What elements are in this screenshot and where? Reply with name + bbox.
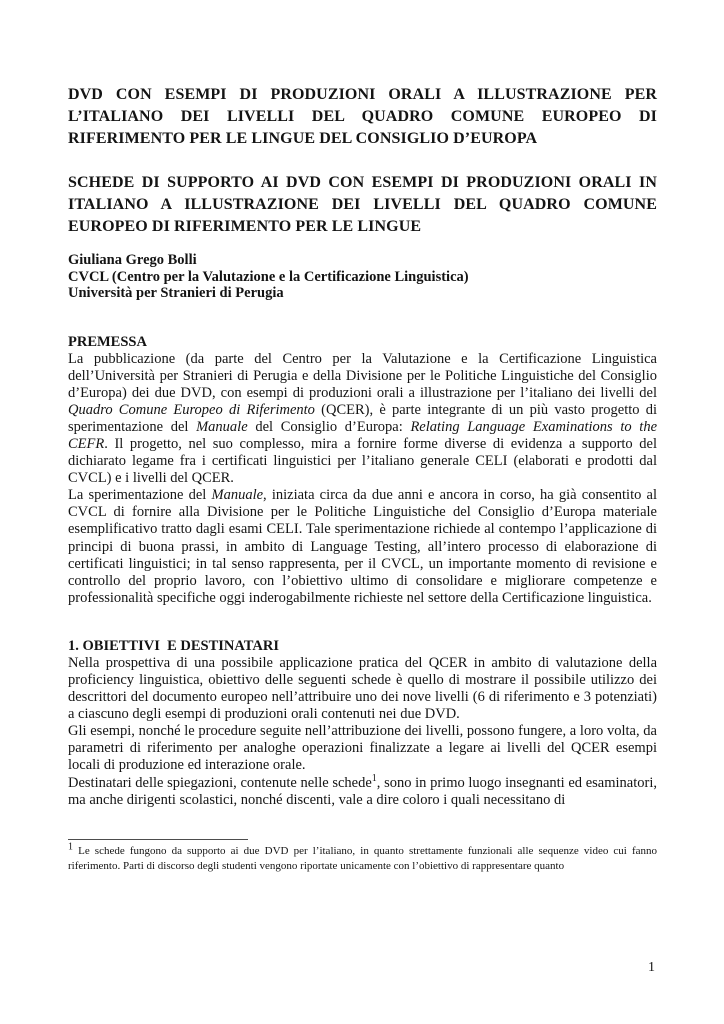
- document-title-secondary: SCHEDE DI SUPPORTO AI DVD CON ESEMPI DI PRODUZIONI ORALI IN ITALIANO A ILLUSTRAZIONE DEI LIVELLI DEL QUADRO COMUNE EUROPEO DI RIFERIMENTO PER LE LINGUE: [68, 174, 657, 235]
- document-title-primary: DVD CON ESEMPI DI PRODUZIONI ORALI A ILLUSTRAZIONE PER L’ITALIANO DEI LIVELLI DEL QUADRO COMUNE EUROPEO DI RIFERIMENTO PER LE LINGUE DEL CONSIGLIO D’EUROPA: [68, 86, 657, 147]
- premessa-paragraph-1: La pubblicazione (da parte del Centro per la Valutazione e la Certificazione Linguistica dell’Università per Stranieri di Perugia e della Divisione per le Politiche Linguistiche del Consiglio d’Europa) dei due DVD, con esempi di produzioni orali a illustrazione per l’italiano dei livelli del Quadro Comune Europeo di Riferimento (QCER), è parte integrante di un più vasto progetto di sperimentazione del Manuale del Consiglio d’Europa: Relating Language Examinations to the CEFR. Il progetto, nel suo complesso, mira a fornire forme diverse di evidenza a supporto del dichiarato legame fra i certificati linguistici per l’italiano generale CELI (elaborati e prodotti dal CVCL) e i livelli del QCER.: [68, 350, 658, 487]
- footnote-text: $^1$ Le schede fungono da supporto ai due DVD per l’italiano, in quanto strettamente funzionali alle sequenze video cui fanno riferimento. Parti di discorso degli studenti vengono riportate unicamente con l’obiettivo di rappresentare quanto: [68, 841, 657, 872]
- footnote-marker: 1: [68, 841, 73, 853]
- page-number: 1: [648, 960, 655, 975]
- premessa-paragraph-2: La sperimentazione del Manuale, iniziata circa da due anni e ancora in corso, ha già consentito al CVCL di fornire alla Divisione per le Politiche Linguistiche del Consiglio d’Europa materiale esemplificativo tratto dagli esami CELI. Tale sperimentazione richiede al contempo l’applicazione di principi di buona prassi, in ambito di Language Testing, all’intero processo di elaborazione di certificati linguistici; in tal senso rappresenta, per il CVCL, un importante momento di revisione e controllo del proprio lavoro, con l’obiettivo ultimo di consolidare e migliorare competenze e professionalità specifiche oggi inderogabilmente richieste nel settore della Certificazione linguistica.: [68, 487, 657, 606]
- footnote-separator-rule: [68, 839, 248, 840]
- obiettivi-paragraph-1: Nella prospettiva di una possibile applicazione pratica del QCER in ambito di valutazione della proficiency linguistica, obiettivo delle seguenti schede è quello di mostrare il possibile utilizzo dei descrittori del documento europeo nell’attribuire uno dei nove livelli (6 di riferimento e 3 potenziati) a ciascuno degli esempi di produzioni orali contenuti nei due DVD.: [68, 654, 657, 723]
- author-name: Giuliana Grego Bolli: [68, 252, 197, 268]
- author-block: [68, 252, 657, 302]
- obiettivi-paragraph-3: Destinatari delle spiegazioni, contenute nelle schede$^1$, sono in primo luogo insegnanti ed esaminatori, ma anche dirigenti scolastici, nonché discenti, vale a dire coloro i quali necessitano di: [68, 772, 657, 808]
- obiettivi-paragraph-2: Gli esempi, nonché le procedure seguite nell’attribuzione dei livelli, possono fungere, a loro volta, da parametri di riferimento per analoghe operazioni finalizzate a legare ai livelli del QCER esempi locali di produzione ed interazione orale.: [68, 723, 657, 774]
- author-university: Università per Stranieri di Perugia: [68, 285, 284, 301]
- author-affiliation: CVCL (Centro per la Valutazione e la Certificazione Linguistica): [68, 268, 469, 285]
- footnote-block: [68, 839, 657, 874]
- section-heading-obiettivi: 1. OBIETTIVI E DESTINATARI: [68, 637, 279, 654]
- section-heading-premessa: PREMESSA: [68, 333, 147, 350]
